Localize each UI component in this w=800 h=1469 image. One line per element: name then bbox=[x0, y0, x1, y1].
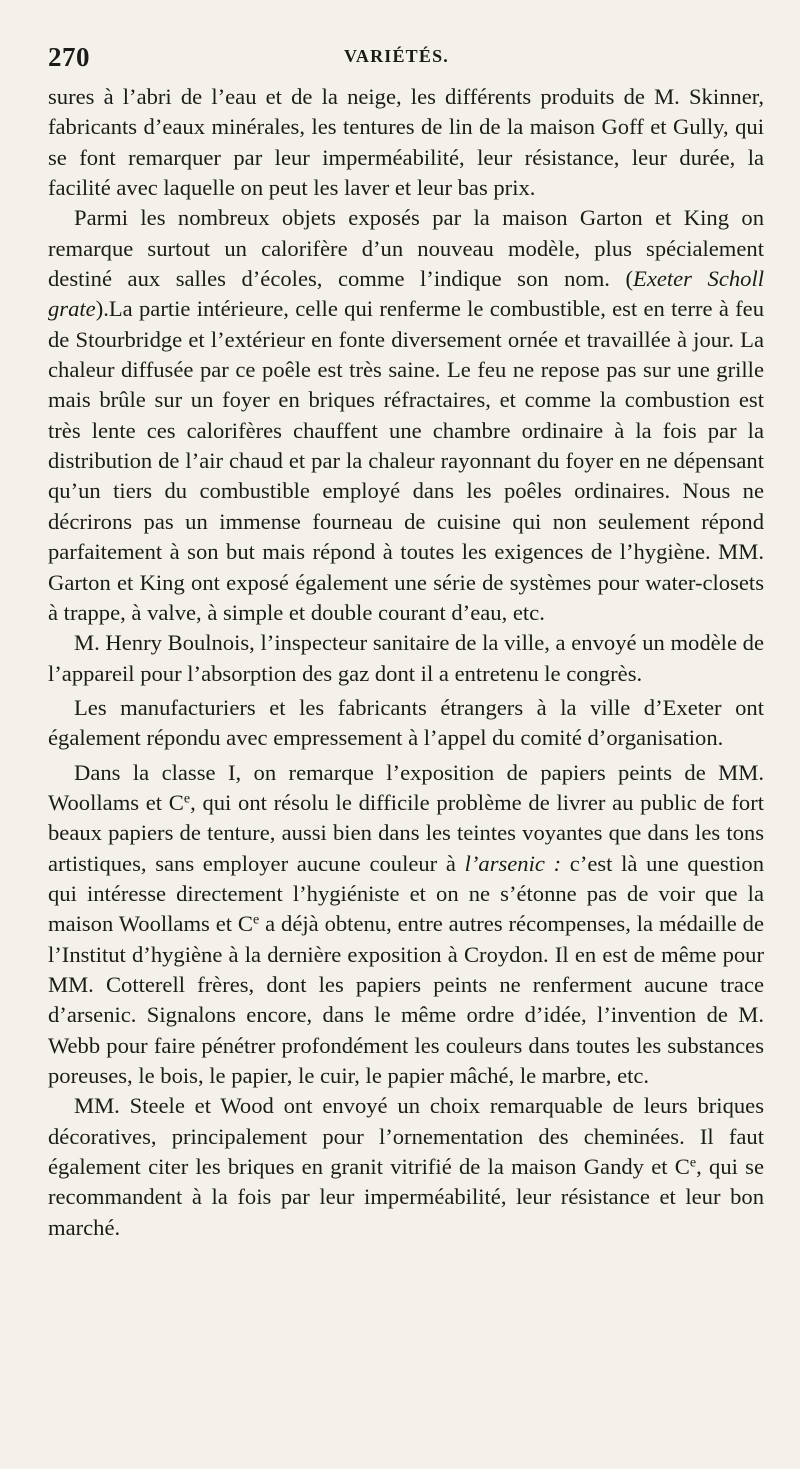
running-head bbox=[48, 34, 764, 82]
text-span: , qui ont résolu le difficile problème de livrer au public de fort beaux papiers de tenture, aussi bien dans les teintes voyantes que dans les tons artistiques, sans employer aucune couleur à bbox=[48, 789, 764, 876]
body-text bbox=[48, 82, 764, 1243]
text-span: MM. Steele et Wood ont envoyé un choix remarquable de leurs briques décoratives, principalement pour l’ornementation des cheminées. Il faut également citer les briques en granit vitrifié de la maison Gandy et C bbox=[48, 1093, 764, 1180]
paragraph bbox=[48, 203, 764, 628]
paragraph bbox=[48, 1091, 764, 1243]
text-span: sures à l’abri de l’eau et de la neige, les différents produits de M. Skinner, fabricants d’eaux minérales, les tentures de lin de la maison Goff et Gully, qui se font remarquer par leur imperméabilité, leur résistance, leur durée, la facilité avec laquelle on peut les laver et leur bas prix. bbox=[48, 84, 764, 201]
superscript-abbreviation: e bbox=[253, 912, 260, 928]
text-span: Dans la classe I, on remarque l’exposition de papiers peints de MM. Woollams et C bbox=[48, 759, 764, 815]
paragraph bbox=[48, 693, 764, 754]
paragraph bbox=[48, 758, 764, 1092]
italic-text: l’arsenic : bbox=[464, 850, 562, 876]
paragraph bbox=[48, 628, 764, 689]
superscript-abbreviation: e bbox=[183, 791, 191, 807]
text-span: a déjà obtenu, entre autres récompenses, la médaille de l’Institut d’hygiène à la dernière exposition à Croydon. Il en est de même pour MM. Cotterell frères, dont les papiers peints ne renferment aucune trace d’arsenic. Signalons encore, dans le même ordre d’idée, l’invention de M. Webb pour faire pénétrer profondément les couleurs dans toutes les substances poreuses, le bois, le papier, le cuir, le papier mâché, le marbre, etc. bbox=[48, 911, 764, 1088]
text-span: , qui se recommandent à la fois par leur imperméabilité, leur résistance et leur bon marché. bbox=[48, 1154, 764, 1240]
running-title: VARIÉTÉS. bbox=[344, 46, 450, 66]
text-span: Parmi les nombreux objets exposés par la maison Garton et King on remarque surtout un calorifère d’un nouveau modèle, plus spécialement destiné aux salles d’écoles, comme l’indique son nom. ( bbox=[48, 205, 764, 292]
superscript-abbreviation: e bbox=[689, 1155, 697, 1171]
text-span: Les manufacturiers et les fabricants étrangers à la ville d’Exeter ont également répondu avec empressement à l’appel du comité d’organisation. bbox=[48, 694, 764, 751]
text-span: ).La partie intérieure, celle qui renferme le combustible, est en terre à feu de Stourbridge et l’extérieur en fonte diversement ornée et travaillée à jour. La chaleur diffusée par ce poêle est très saine. Le feu ne repose pas sur une grille mais brûle sur un foyer en briques réfractaires, et comme la combustion est très lente ces calorifères chauffent une chambre ordinaire à la fois par la distribution de l’air chaud et par la chaleur rayonnant du foyer en ne dépensant qu’un tiers du combustible employé dans les poêles ordinaires. Nous ne décrirons pas un immense fourneau de cuisine qui non seulement répond parfaitement à son but mais répond à toutes les exigences de l’hygiène. MM. Garton et King ont exposé également une série de systèmes pour water-closets à trappe, à valve, à simple et double courant d’eau, etc. bbox=[48, 296, 764, 625]
text-span: M. Henry Boulnois, l’inspecteur sanitaire de la ville, a envoyé un modèle de l’appareil pour l’absorption des gaz dont il a entretenu le congrès. bbox=[48, 630, 764, 686]
italic-text: Exeter Scholl grate bbox=[48, 266, 765, 322]
text-span: c’est là une question qui intéresse directement l’hygiéniste et on ne s’étonne pas de voir que la maison Woollams et C bbox=[48, 850, 764, 937]
paragraph bbox=[48, 82, 764, 203]
page-number: 270 bbox=[48, 42, 90, 72]
